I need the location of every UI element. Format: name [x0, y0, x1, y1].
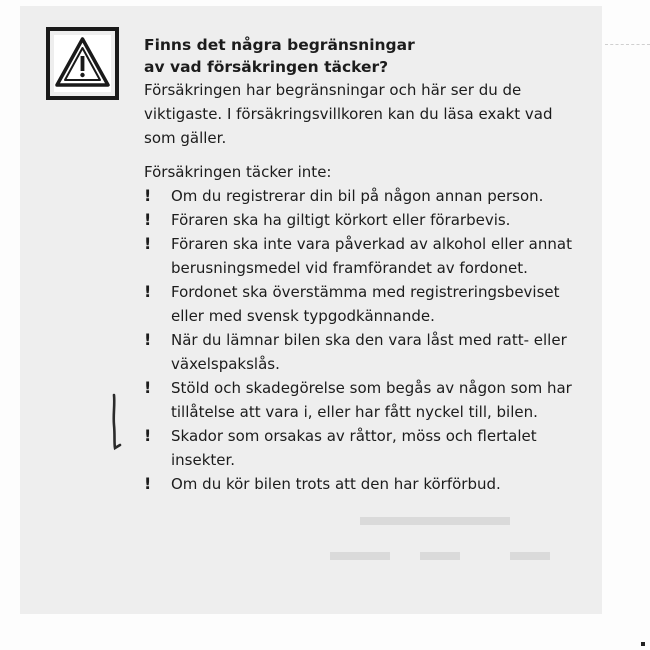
- list-item: [144, 376, 586, 424]
- list-item-text: Om du registrerar din bil på någon annan person.: [171, 187, 544, 205]
- list-item-text: Skador som orsakas av råttor, möss och flertalet insekter.: [171, 427, 537, 469]
- handwritten-mark: [106, 393, 126, 453]
- list-item: [144, 184, 586, 208]
- list-item: [144, 208, 586, 232]
- intro-paragraph: Försäkringen har begränsningar och här ser du de viktigaste. I försäkringsvillkoren kan du läsa exakt vad som gäller.: [144, 81, 553, 147]
- exclamation-icon: !: [144, 474, 152, 493]
- exclamation-icon: !: [144, 234, 152, 253]
- exclamation-icon: !: [144, 186, 152, 205]
- section-heading: Finns det några begränsningar av vad försäkringen täcker?: [144, 36, 415, 76]
- exclamation-icon: !: [144, 426, 152, 445]
- list-label: Försäkringen täcker inte:: [144, 163, 332, 181]
- list-item-text: Föraren ska ha giltigt körkort eller förarbevis.: [171, 211, 511, 229]
- exclamation-icon: !: [144, 210, 152, 229]
- list-item: [144, 472, 586, 496]
- list-item-text: Föraren ska inte vara påverkad av alkohol eller annat berusningsmedel vid framförandet av fordonet.: [171, 235, 572, 277]
- section-content: [144, 34, 586, 496]
- exclusion-list: [144, 184, 586, 496]
- scan-speck: [641, 642, 645, 646]
- list-item: [144, 232, 586, 280]
- list-item-text: Fordonet ska överstämma med registreringsbeviset eller med svensk typgodkännande.: [171, 283, 560, 325]
- list-item-text: När du lämnar bilen ska den vara låst med ratt- eller växelspakslås.: [171, 331, 567, 373]
- list-item-text: Om du kör bilen trots att den har körförbud.: [171, 475, 501, 493]
- list-item: [144, 424, 586, 472]
- exclamation-icon: !: [144, 378, 152, 397]
- list-item-text: Stöld och skadegörelse som begås av någon som har tillåtelse att vara i, eller har fått nyckel till, bilen.: [171, 379, 572, 421]
- list-item: [144, 328, 586, 376]
- list-item: [144, 280, 586, 328]
- bleed-through-text: [330, 512, 560, 582]
- dashed-rule: [605, 44, 650, 45]
- exclamation-icon: !: [144, 282, 152, 301]
- warning-triangle-icon: [46, 27, 119, 100]
- exclamation-icon: !: [144, 330, 152, 349]
